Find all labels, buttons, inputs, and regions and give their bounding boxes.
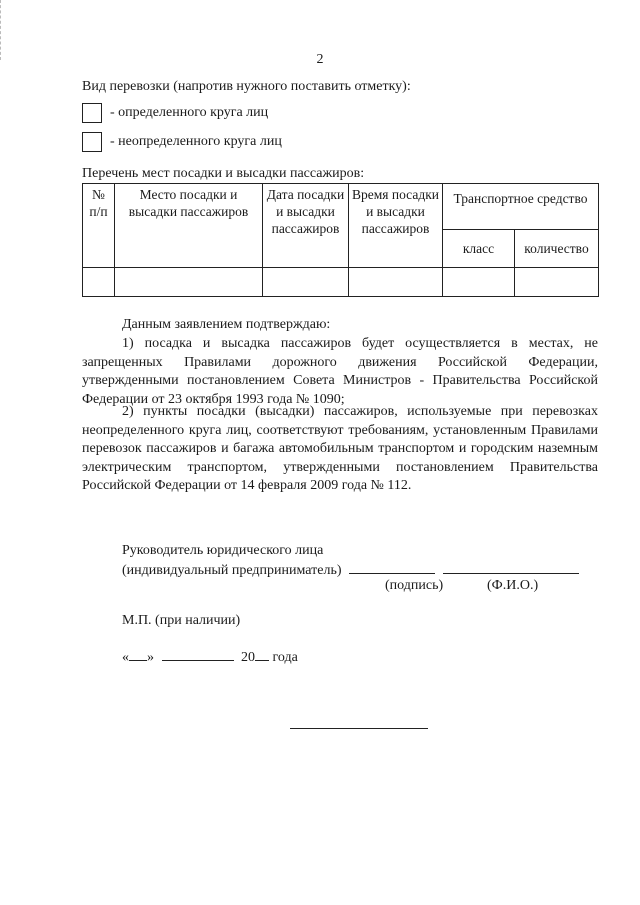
table-cell[interactable] <box>349 268 443 297</box>
table-cell[interactable] <box>263 268 349 297</box>
name-caption: (Ф.И.О.) <box>487 578 539 593</box>
page-number: 2 <box>316 52 324 67</box>
full-name-field[interactable] <box>443 561 579 574</box>
date-month-field[interactable] <box>162 648 234 661</box>
date-year-prefix: 20 <box>241 650 255 665</box>
bottom-divider <box>290 728 428 729</box>
table-cell[interactable] <box>115 268 263 297</box>
header-place: Место посадки и высадки пассажиров <box>115 184 263 268</box>
header-vehicle-class: класс <box>443 230 515 268</box>
table-row <box>83 268 599 297</box>
date-row <box>122 648 298 666</box>
option-defined-circle-label: - определенного круга лиц <box>110 105 269 120</box>
date-suffix: года <box>272 650 298 665</box>
header-vehicle-count: количество <box>515 230 599 268</box>
header-vehicle: Транспортное средство <box>443 184 599 230</box>
page-edge-mark <box>0 0 3 60</box>
confirmation-intro: Данным заявлением подтверждаю: <box>122 317 331 332</box>
date-year-field[interactable] <box>255 648 269 661</box>
confirmation-item-2: 2) пункты посадки (высадки) пассажиров, используемые при перевозках неопределенного круга лиц, соответствуют требованиям, установленным Правилами перевозок пассажиров и багажа автомобильным транспортом и городским наземным электрическим транспортом, утвержденными постановлением Правительства Российской Федерации от 14 февраля 2009 года № 112. <box>82 404 598 493</box>
option-undefined-circle-label: - неопределенного круга лиц <box>110 134 282 149</box>
header-date: Дата посадки и высадки пассажиров <box>263 184 349 268</box>
stops-list-heading: Перечень мест посадки и высадки пассажиров: <box>82 166 365 181</box>
option-undefined-circle[interactable] <box>82 132 282 152</box>
signature-title-line2-row <box>122 561 579 579</box>
transport-kind-heading: Вид перевозки (напротив нужного поставить отметку): <box>82 79 411 94</box>
table-cell[interactable] <box>515 268 599 297</box>
header-num: № п/п <box>83 184 115 268</box>
stamp-label: М.П. (при наличии) <box>122 613 241 628</box>
date-day-field[interactable] <box>129 648 147 661</box>
table-cell[interactable] <box>443 268 515 297</box>
signature-field[interactable] <box>349 561 435 574</box>
signature-title-line1: Руководитель юридического лица <box>122 543 324 558</box>
table-cell[interactable] <box>83 268 115 297</box>
stops-table <box>82 183 599 297</box>
confirmation-item-1: 1) посадка и высадка пассажиров будет осуществляется в местах, не запрещенных Правилами дорожного движения Российской Федерации, утвержденными постановлением Совета Министров - Правительства Российской Федерации от 23 октября 1993 года № 1090; <box>82 336 598 407</box>
option-defined-circle[interactable] <box>82 103 268 123</box>
checkbox-undefined-circle[interactable] <box>82 132 102 152</box>
date-quote-close: » <box>147 650 154 665</box>
header-time: Время посадки и высадки пассажиров <box>349 184 443 268</box>
sign-caption: (подпись) <box>385 578 444 593</box>
date-quote-open: « <box>122 650 129 665</box>
signature-title-line2: (индивидуальный предприниматель) <box>122 563 342 578</box>
checkbox-defined-circle[interactable] <box>82 103 102 123</box>
